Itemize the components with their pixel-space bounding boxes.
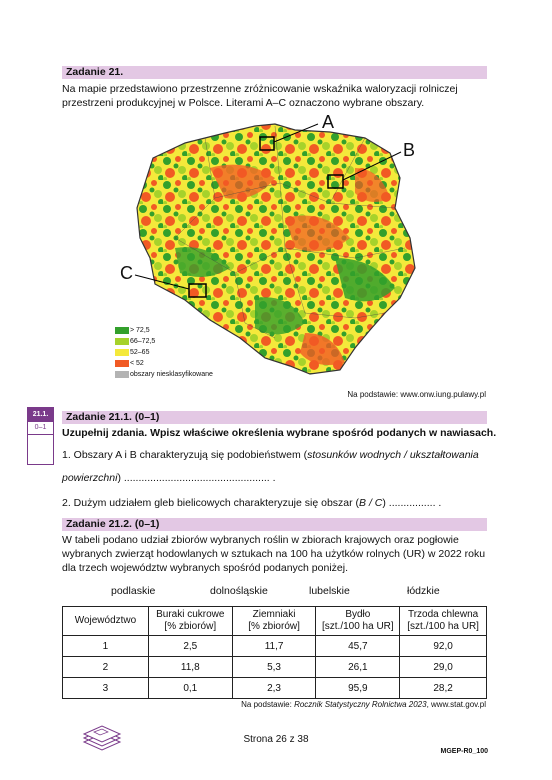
s1-options-cont: powierzchni [62, 472, 118, 484]
points-badge: 0–1 [27, 421, 54, 435]
header-cell: Bydło [szt./100 ha UR] [316, 607, 400, 636]
s1-prefix: 1. Obszary A i B charakteryzują się podobieństwem ( [62, 449, 308, 461]
s1-answer-blank[interactable]: ) .................................................. . [117, 472, 276, 484]
table-cell: 29,0 [400, 657, 487, 678]
poland-valuation-map [115, 108, 435, 386]
header-cell: Ziemniaki [% zbiorów] [232, 607, 316, 636]
task21-2-line3: dla trzech województw wybranych spośród podanych poniżej. [62, 562, 348, 574]
score-box[interactable] [27, 434, 54, 465]
legend-swatch-1 [115, 327, 129, 334]
voivodeship-option-4: łódzkie [407, 585, 440, 597]
table-cell: 26,1 [316, 657, 400, 678]
table-cell: 95,9 [316, 678, 400, 699]
legend-swatch-4 [115, 360, 129, 367]
task-number-badge: 21.1. [27, 407, 54, 422]
map-fill [115, 108, 435, 386]
task21-2-line1: W tabeli podano udział zbiorów wybranych roślin w zbiorach krajowych oraz pogłowie [62, 534, 459, 546]
table-source: Na podstawie: Rocznik Statystyczny Rolnictwa 2023, www.stat.gov.pl [241, 700, 486, 709]
table-cell: 1 [63, 636, 149, 657]
header-cell: Województwo [63, 607, 149, 636]
legend-swatch-5 [115, 371, 129, 378]
table-cell: 92,0 [400, 636, 487, 657]
legend-swatch-2 [115, 338, 129, 345]
legend-label-5: obszary niesklasyfikowane [130, 371, 213, 378]
table-cell: 2 [63, 657, 149, 678]
area-b-label: B [403, 140, 416, 160]
legend-swatch-3 [115, 349, 129, 356]
s1-options: stosunków wodnych / ukształtowania [307, 449, 479, 461]
task21-1-instruction: Uzupełnij zdania. Wpisz właściwe określenia wybrane spośród podanych w nawiasach. [62, 427, 497, 439]
task21-1-sentence1-cont [62, 471, 276, 486]
table-cell: 11,8 [148, 657, 232, 678]
table-row [63, 657, 487, 678]
legend-label-3: 52–65 [130, 349, 150, 356]
table-row [63, 636, 487, 657]
task21-2-title: Zadanie 21.2. (0–1) [66, 518, 160, 530]
task21-1-sentence1 [62, 448, 479, 463]
task21-2-line2: wybranych zwierząt hodowlanych w sztukach na 100 ha użytków rolnych (UR) w 2022 roku [62, 548, 486, 560]
s2-prefix: 2. Dużym udziałem gleb bielicowych charakteryzuje się obszar ( [62, 497, 360, 509]
area-c-label: C [120, 263, 133, 283]
table-cell: 0,1 [148, 678, 232, 699]
table-cell: 45,7 [316, 636, 400, 657]
legend-label-2: 66–72,5 [130, 338, 156, 345]
table-cell: 28,2 [400, 678, 487, 699]
exam-code: MGEP-R0_100 [440, 748, 488, 755]
table-cell: 11,7 [232, 636, 316, 657]
task21-1-title: Zadanie 21.1. (0–1) [66, 411, 160, 423]
page-number: Strona 26 z 38 [243, 734, 309, 745]
map-source: Na podstawie: www.onw.iung.pulawy.pl [347, 390, 486, 399]
table-cell: 5,3 [232, 657, 316, 678]
data-table [62, 606, 487, 699]
task21-1-sentence2 [62, 496, 441, 511]
voivodeship-option-3: lubelskie [309, 585, 350, 597]
area-a-label: A [322, 112, 335, 132]
table-row [63, 678, 487, 699]
header-cell: Buraki cukrowe [% zbiorów] [148, 607, 232, 636]
table-cell: 2,3 [232, 678, 316, 699]
voivodeship-option-2: dolnośląskie [210, 585, 268, 597]
table-cell: 2,5 [148, 636, 232, 657]
task21-intro-line2: przestrzeni produkcyjnej w Polsce. Literami A–C oznaczono wybrane obszary. [62, 97, 425, 109]
task21-header-bar [62, 66, 487, 79]
legend-label-1: > 72,5 [130, 327, 150, 334]
task21-title: Zadanie 21. [66, 66, 124, 78]
s2-answer-blank[interactable]: ) ................ . [382, 497, 442, 509]
table-cell: 3 [63, 678, 149, 699]
map-svg [115, 108, 435, 386]
table-header-row [63, 607, 487, 636]
legend-label-4: < 52 [130, 360, 144, 367]
voivodeship-option-1: podlaskie [111, 585, 156, 597]
s2-options: B / C [359, 497, 383, 509]
header-cell: Trzoda chlewna [szt./100 ha UR] [400, 607, 487, 636]
task21-intro-line1: Na mapie przedstawiono przestrzenne zróżnicowanie wskaźnika waloryzacji rolniczej [62, 83, 458, 95]
